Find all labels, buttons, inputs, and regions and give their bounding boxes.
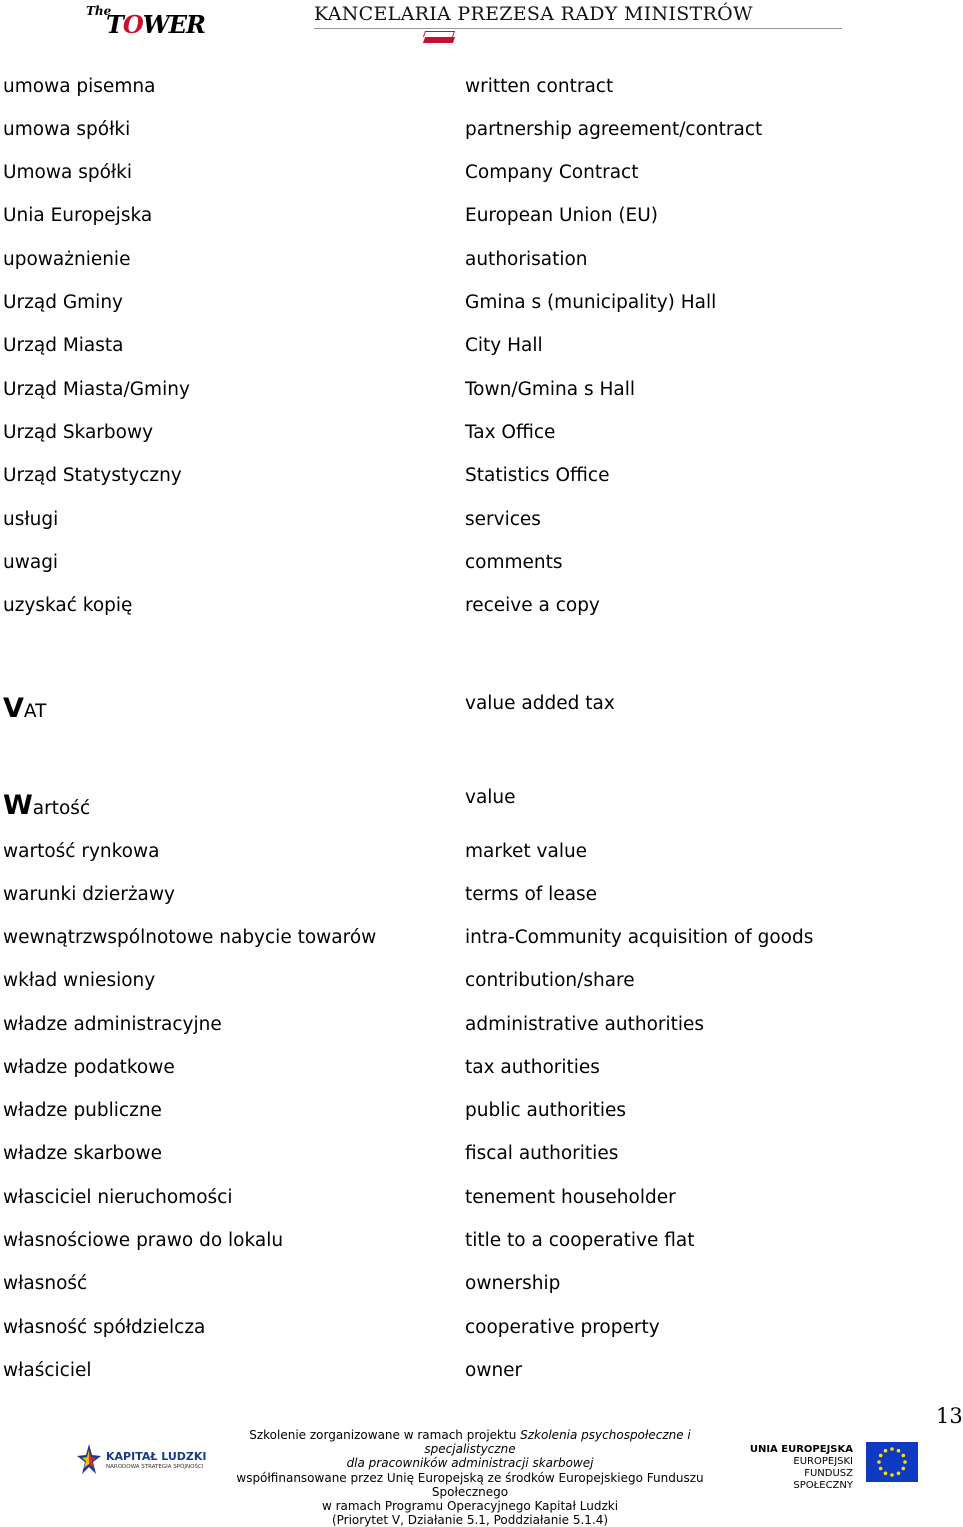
english-term: title to a cooperative flat	[465, 1230, 695, 1251]
english-term: services	[465, 509, 541, 530]
polish-term: uwagi	[3, 552, 59, 573]
polish-term: władze skarbowe	[3, 1143, 162, 1164]
english-term: contribution/share	[465, 970, 635, 991]
glossary-row	[0, 73, 960, 101]
glossary-row	[0, 159, 960, 187]
eu-line-1: UNIA EUROPEJSKA	[749, 1444, 853, 1455]
logo-letter-t: T	[106, 10, 123, 39]
english-term: Company Contract	[465, 162, 639, 183]
polish-term: wartość rynkowa	[3, 841, 160, 862]
english-term: market value	[465, 841, 588, 862]
funding-line-1	[220, 1428, 720, 1456]
funding-line-2: dla pracowników administracji skarbowej	[346, 1456, 594, 1471]
polish-term: usługi	[3, 509, 59, 530]
logo-tower-text	[106, 10, 205, 39]
english-term: receive a copy	[465, 595, 600, 616]
english-term: public authorities	[465, 1100, 627, 1121]
glossary-row	[0, 1227, 960, 1255]
polish-term: wewnątrzwspólnotowe nabycie towarów	[3, 927, 377, 948]
english-term: value added tax	[465, 693, 615, 714]
english-term: Gmina s (municipality) Hall	[465, 292, 717, 313]
glossary-row	[0, 376, 960, 404]
page-header	[0, 0, 960, 48]
glossary-row	[0, 838, 960, 866]
polish-term: umowa spółki	[3, 119, 131, 140]
glossary-row	[0, 1270, 960, 1298]
kapital-ludzki-subtitle: NARODOWA STRATEGIA SPÓJNOŚCI	[106, 1464, 204, 1470]
glossary-row	[0, 1184, 960, 1212]
polish-term: Umowa spółki	[3, 162, 133, 183]
glossary-row	[0, 419, 960, 447]
polish-term: władze administracyjne	[3, 1014, 222, 1035]
english-term: Town/Gmina s Hall	[465, 379, 636, 400]
kapital-ludzki-logo	[76, 1442, 207, 1478]
glossary-row	[0, 246, 960, 274]
glossary-row	[0, 881, 960, 909]
glossary-row	[0, 549, 960, 577]
logo-the-text: The	[86, 4, 112, 18]
glossary-row	[0, 1314, 960, 1342]
kapital-ludzki-title: KAPITAŁ LUDZKI	[106, 1450, 207, 1463]
english-term: written contract	[465, 76, 614, 97]
english-term: ownership	[465, 1273, 561, 1294]
eu-line-3: FUNDUSZ SPOŁECZNY	[793, 1468, 853, 1491]
glossary-row	[0, 1054, 960, 1082]
english-term: cooperative property	[465, 1317, 660, 1338]
logo-letters-wer: WER	[142, 10, 205, 39]
kapital-ludzki-star-icon	[76, 1442, 102, 1478]
english-term: fiscal authorities	[465, 1143, 619, 1164]
eu-line-2: EUROPEJSKI	[793, 1456, 853, 1467]
glossary-row	[0, 506, 960, 534]
kprm-title: KANCELARIA PREZESA RADY MINISTRÓW	[314, 3, 753, 25]
glossary-row-vat	[0, 692, 960, 726]
glossary-row	[0, 924, 960, 952]
glossary-row	[0, 1097, 960, 1125]
polish-term: umowa pisemna	[3, 76, 156, 97]
glossary-row	[0, 116, 960, 144]
glossary-row	[0, 967, 960, 995]
eu-stars-icon	[866, 1442, 918, 1482]
polish-term: władze podatkowe	[3, 1057, 175, 1078]
polish-term: Urząd Gminy	[3, 292, 123, 313]
polish-term: własność	[3, 1273, 88, 1294]
polish-term: właściciel	[3, 1360, 92, 1381]
polish-term: władze publiczne	[3, 1100, 162, 1121]
english-term: owner	[465, 1360, 523, 1381]
english-term: intra-Community acquisition of goods	[465, 927, 814, 948]
eu-fund-label	[743, 1444, 853, 1492]
english-term: City Hall	[465, 335, 543, 356]
funding-line-1a: Szkolenie zorganizowane w ramach projektu	[249, 1428, 521, 1442]
header-divider	[314, 28, 842, 29]
polish-term: Urząd Miasta	[3, 335, 124, 356]
logo-letter-o: O	[122, 10, 143, 39]
polish-term: Urząd Statystyczny	[3, 465, 182, 486]
glossary-row	[0, 289, 960, 317]
polish-term: warunki dzierżawy	[3, 884, 175, 905]
english-term: European Union (EU)	[465, 205, 658, 226]
english-term: tax authorities	[465, 1057, 600, 1078]
polish-term-vat	[3, 692, 46, 729]
polish-term-wartosc	[3, 789, 90, 826]
english-term: terms of lease	[465, 884, 598, 905]
english-term: comments	[465, 552, 563, 573]
polish-term: własnościowe prawo do lokalu	[3, 1230, 284, 1251]
wartosc-rest: artość	[32, 798, 91, 819]
section-letter-v: V	[3, 693, 24, 724]
glossary-row	[0, 202, 960, 230]
english-term: administrative authorities	[465, 1014, 705, 1035]
english-term: Tax Office	[465, 422, 556, 443]
eu-flag-icon	[866, 1442, 918, 1482]
funding-line-1b: Szkolenia psychospołeczne i specjalistyczne	[424, 1428, 691, 1457]
project-funding-note	[220, 1428, 720, 1527]
english-term: partnership agreement/contract	[465, 119, 763, 140]
glossary-row-wartosc	[0, 789, 960, 823]
glossary-row	[0, 592, 960, 620]
funding-line-5: (Priorytet V, Działanie 5.1, Poddziałanie 5.1.4)	[331, 1513, 609, 1527]
polish-term: własciciel nieruchomości	[3, 1187, 233, 1208]
polish-term: własność spółdzielcza	[3, 1317, 206, 1338]
polish-flag-icon	[424, 31, 454, 43]
polish-term: upoważnienie	[3, 249, 131, 270]
polish-term: Urząd Skarbowy	[3, 422, 154, 443]
english-term: tenement householder	[465, 1187, 676, 1208]
the-tower-logo	[86, 4, 210, 38]
glossary-row	[0, 462, 960, 490]
polish-term: Urząd Miasta/Gminy	[3, 379, 190, 400]
glossary-row	[0, 1357, 960, 1385]
funding-line-4: w ramach Programu Operacyjnego Kapitał Ludzki	[321, 1499, 619, 1514]
polish-term: wkład wniesiony	[3, 970, 156, 991]
vat-rest: AT	[23, 701, 47, 722]
section-letter-w: W	[3, 790, 33, 821]
english-term: Statistics Office	[465, 465, 610, 486]
english-term: authorisation	[465, 249, 588, 270]
polish-term: uzyskać kopię	[3, 595, 133, 616]
glossary-row	[0, 1011, 960, 1039]
page-number: 13	[936, 1404, 963, 1428]
glossary-row	[0, 1140, 960, 1168]
english-term: value	[465, 787, 516, 808]
funding-line-3: współfinansowane przez Unię Europejską ze środków Europejskiego Funduszu Społecznego	[236, 1470, 704, 1499]
polish-term: Unia Europejska	[3, 205, 153, 226]
glossary-row	[0, 332, 960, 360]
